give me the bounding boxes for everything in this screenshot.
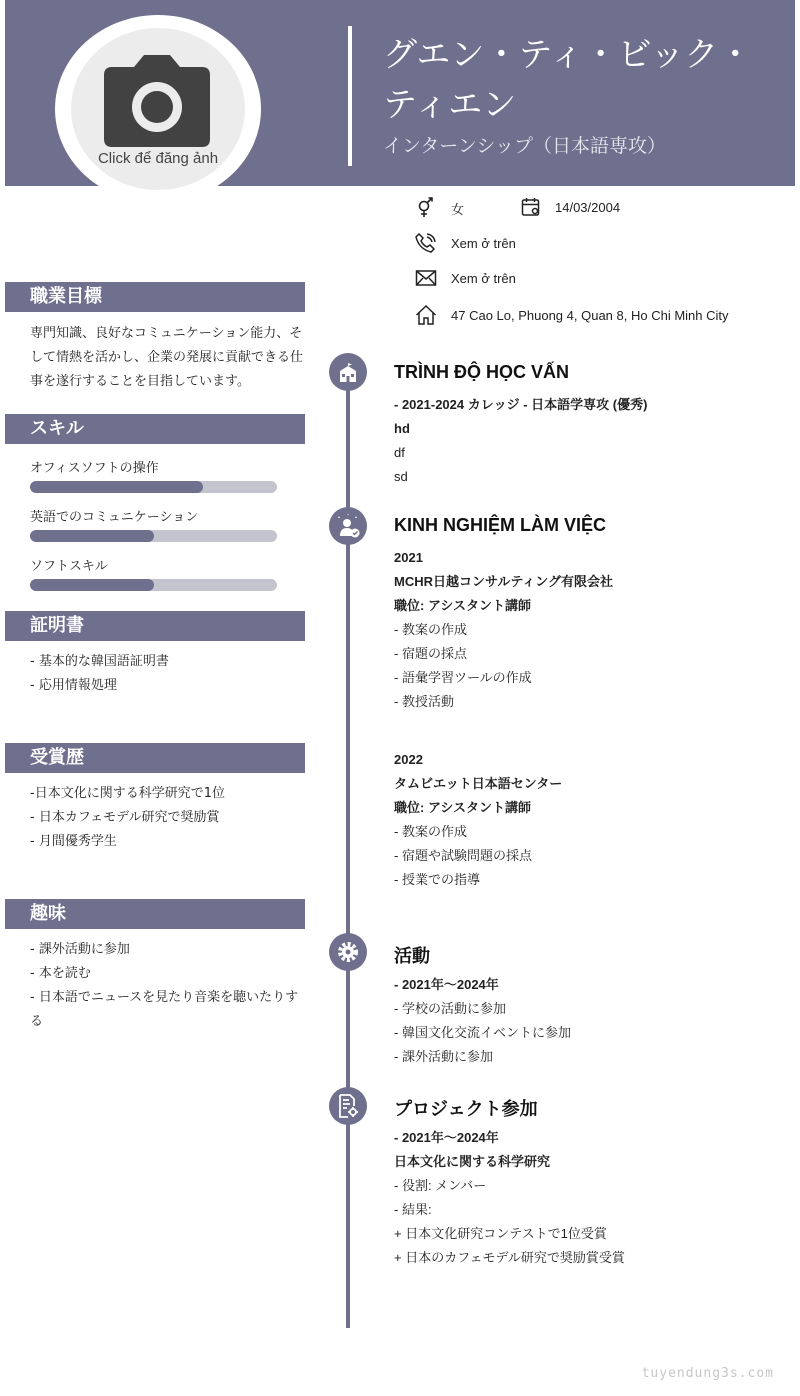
- objective-heading: 職業目標: [5, 282, 305, 312]
- job-year: 2022: [394, 752, 423, 767]
- education-line: sd: [394, 469, 408, 484]
- skill-label: 英語でのコミュニケーション: [30, 510, 199, 525]
- gender-value: 女: [451, 201, 465, 217]
- job-task: - 宿題の採点: [394, 646, 467, 661]
- job-task: - 語彙学習ツールの作成: [394, 670, 532, 685]
- certificates-list: [30, 650, 306, 698]
- candidate-position: インターンシップ（日本語専攻）: [383, 135, 667, 157]
- calendar-icon: [521, 197, 541, 217]
- hobbies-heading: 趣味: [5, 899, 305, 929]
- birthdate-value: 14/03/2004: [555, 199, 621, 215]
- job-company: タムビエット日本語センター: [394, 776, 563, 791]
- address-row: [415, 304, 729, 326]
- phone-value: Xem ở trên: [451, 235, 516, 251]
- list-item: - 学校の活動に参加: [394, 1001, 506, 1016]
- gender-row: [415, 197, 464, 219]
- address-value: 47 Cao Lo, Phuong 4, Quan 8, Ho Chi Minh City: [451, 307, 729, 323]
- list-item: - 本を読む: [30, 966, 91, 981]
- avatar-upload-caption[interactable]: Click để đăng ảnh: [97, 150, 219, 167]
- list-item: - 結果:: [394, 1202, 432, 1217]
- skill-bar: [30, 579, 277, 591]
- home-icon: [415, 304, 437, 326]
- skill-label: オフィスソフトの操作: [30, 461, 159, 476]
- project-name: 日本文化に関する科学研究: [394, 1154, 551, 1169]
- school-icon: [329, 353, 367, 391]
- job-role: 職位: アシスタント講師: [394, 598, 532, 613]
- job-year: 2021: [394, 550, 423, 565]
- project-icon: [329, 1087, 367, 1125]
- education-degree: - 2021-2024 カレッジ - 日本語学専攻 (優秀): [394, 397, 648, 412]
- list-item: - 役割: メンバー: [394, 1178, 487, 1193]
- email-value: Xem ở trên: [451, 270, 516, 286]
- job-task: - 教授活動: [394, 694, 454, 709]
- hobbies-list: [30, 938, 306, 1034]
- list-item: -日本文化に関する科学研究で1位: [30, 786, 225, 801]
- watermark: tuyendung3s.com: [641, 1366, 774, 1381]
- email-icon: [415, 269, 437, 287]
- projects-content: [394, 1126, 784, 1270]
- education-line: df: [394, 445, 405, 460]
- camera-icon[interactable]: [104, 55, 210, 147]
- skill-bar: [30, 481, 277, 493]
- phone-icon: [415, 233, 437, 253]
- skill-label: ソフトスキル: [30, 559, 108, 574]
- team-icon: [329, 507, 367, 545]
- projects-heading: プロジェクト参加: [394, 1099, 538, 1119]
- list-item: - 応用情報処理: [30, 678, 117, 693]
- list-item: - 課外活動に参加: [394, 1049, 493, 1064]
- candidate-name: グエン・ティ・ビック・ティエン: [383, 35, 753, 125]
- awards-list: [30, 782, 306, 854]
- activities-content: [394, 973, 784, 1069]
- objective-text: 専門知識、良好なコミュニケーション能力、そして情熱を活かし、企業の発展に貢献できる仕事を遂行することを目指しています。: [30, 326, 304, 389]
- skill-bar-fill: [30, 481, 203, 493]
- list-item: + 日本のカフェモデル研究で奨励賞受賞: [394, 1250, 625, 1265]
- job-entry: [394, 546, 784, 714]
- job-task: - 教案の作成: [394, 824, 467, 839]
- skill-bar-fill: [30, 579, 154, 591]
- education-line: hd: [394, 421, 410, 436]
- skill-bar-fill: [30, 530, 154, 542]
- job-company: MCHR日越コンサルティング有限会社: [394, 574, 614, 589]
- list-item: + 日本文化研究コンテストで1位受賞: [394, 1226, 607, 1241]
- job-task: - 授業での指導: [394, 872, 480, 887]
- birthdate-row: [521, 197, 620, 217]
- experience-heading: KINH NGHIỆM LÀM VIỆC: [394, 515, 607, 535]
- phone-row: [415, 233, 516, 253]
- education-content: [394, 393, 784, 489]
- list-item: - 韓国文化交流イベントに参加: [394, 1025, 571, 1040]
- list-item: - 日本語でニュースを見たり音楽を聴いたりする: [30, 990, 299, 1029]
- list-item: - 課外活動に参加: [30, 942, 130, 957]
- list-item: - 月間優秀学生: [30, 834, 117, 849]
- header-divider: [348, 26, 352, 166]
- job-task: - 教案の作成: [394, 622, 467, 637]
- gear-icon: [329, 933, 367, 971]
- list-item: - 日本カフェモデル研究で奨励賞: [30, 810, 220, 825]
- activities-heading: 活動: [394, 946, 430, 966]
- projects-period: - 2021年～2024年: [394, 1130, 499, 1145]
- certificates-heading: 証明書: [5, 611, 305, 641]
- job-role: 職位: アシスタント講師: [394, 800, 532, 815]
- email-row: [415, 269, 516, 287]
- gender-icon: [415, 197, 437, 219]
- awards-heading: 受賞歴: [5, 743, 305, 773]
- activities-period: - 2021年～2024年: [394, 977, 499, 992]
- education-heading: TRÌNH ĐỘ HỌC VẤN: [394, 362, 569, 382]
- skills-heading: スキル: [5, 414, 305, 444]
- job-entry: [394, 748, 784, 892]
- job-task: - 宿題や試験問題の採点: [394, 848, 532, 863]
- list-item: - 基本的な韓国語証明書: [30, 654, 169, 669]
- skill-bar: [30, 530, 277, 542]
